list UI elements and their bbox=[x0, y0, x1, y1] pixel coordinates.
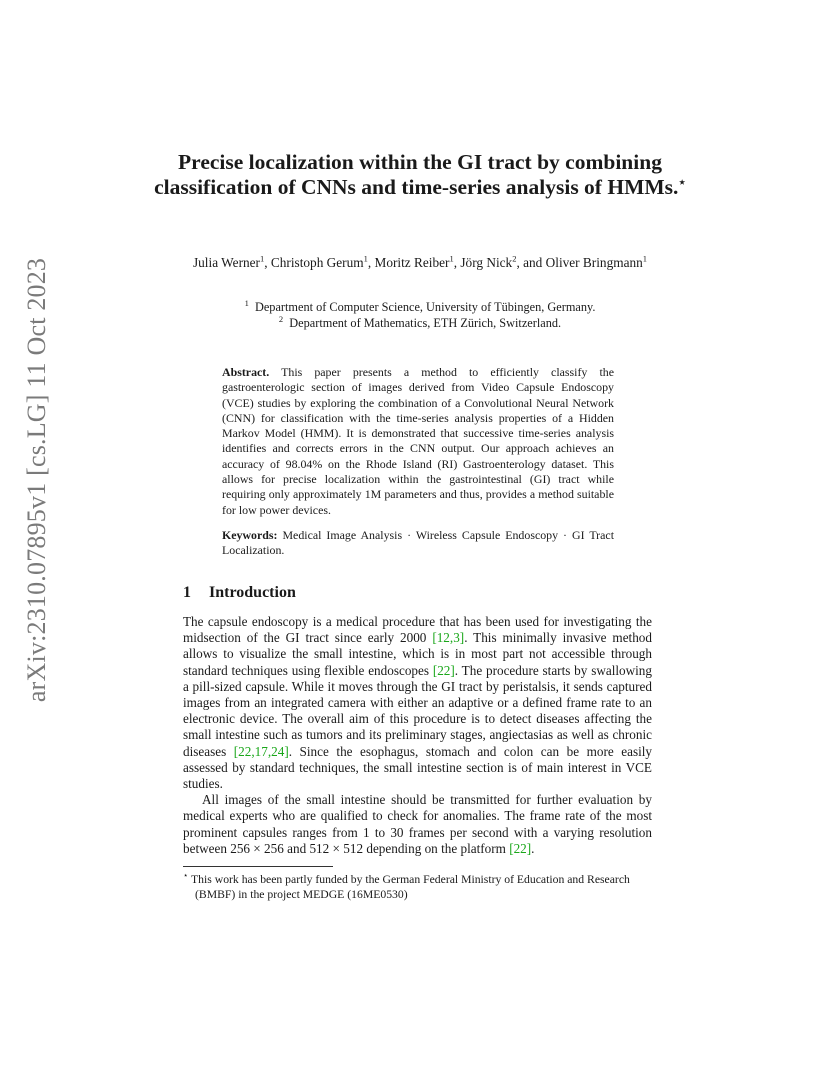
author-affiliation-mark: 1 bbox=[642, 253, 648, 264]
paper-title bbox=[150, 150, 690, 200]
paragraph: The capsule endoscopy is a medical procedure that has been used for investigating the midsection of the GI tract since early 2000 [12,3]. This minimally invasive method allows to visualize the small intestine, which is in most part not accessible through standard techniques using flexible endoscopes [22]. The procedure starts by swallowing a pill-sized capsule. While it moves through the GI tract by peristalsis, it sends captured images from an integrated camera with either an adaptive or a defined frame rate to an electronic device. The overall aim of this procedure is to detect diseases affecting the small intestine such as tumors and its preliminary stages, angiectasias as well as chronic diseases [22,17,24]. Since the esophagus, stomach and colon can be more easily assessed by standard techniques, the small intestine section is of main interest in VCE studies. bbox=[183, 614, 652, 792]
abstract-label: Abstract. bbox=[222, 365, 270, 379]
title-text: Precise localization within the GI tract by combining classification of CNNs and time-series analysis of HMMs. bbox=[154, 150, 679, 199]
affiliation bbox=[180, 297, 660, 316]
citation-link[interactable]: [12,3] bbox=[432, 630, 465, 646]
author-affiliation-mark: 1 bbox=[363, 253, 368, 264]
footnote-mark: ⋆ bbox=[183, 870, 189, 881]
author-name: Christoph Gerum bbox=[270, 255, 364, 270]
affiliations bbox=[180, 297, 660, 331]
body-text bbox=[183, 614, 652, 857]
affiliation-text: Department of Computer Science, University of Tübingen, Germany. bbox=[254, 300, 596, 314]
affiliation bbox=[180, 313, 660, 332]
citation-link[interactable]: [22,17,24] bbox=[233, 743, 289, 759]
author-list: Julia Werner$^1$, Christoph Gerum$^1$, Moritz Reiber$^1$, Jörg Nick$^2$, and Oliver Bringmann$^1$ bbox=[192, 253, 648, 270]
affiliation-number: 1 bbox=[244, 297, 249, 308]
citation-link[interactable]: [22] bbox=[432, 662, 455, 678]
affiliation-text: Department of Mathematics, ETH Zürich, Switzerland. bbox=[289, 315, 562, 330]
arxiv-identifier: arXiv:2310.07895v1 [cs.LG] 11 Oct 2023 bbox=[22, 257, 52, 703]
arxiv-stamp bbox=[22, 257, 52, 703]
section-heading bbox=[183, 584, 296, 602]
affiliation-number: 2 bbox=[278, 313, 284, 324]
footnote bbox=[183, 872, 664, 902]
author-name: Julia Werner bbox=[192, 255, 260, 270]
paragraph: All images of the small intestine should be transmitted for further evaluation by medical experts who are qualified to check for anomalies. The frame rate of the most prominent capsules ranges from 1 to 30 frames per second with a varying resolution between 256 × 256 and 512 × 512 depending on the platform [22]. bbox=[183, 792, 652, 856]
citation-link[interactable]: [22] bbox=[509, 840, 532, 856]
author-affiliation-mark: 1 bbox=[259, 253, 265, 264]
author-affiliation-mark: 1 bbox=[449, 253, 454, 264]
title-footnote-mark: ⋆ bbox=[678, 174, 686, 189]
footnote-divider bbox=[183, 866, 333, 867]
section-number: 1 bbox=[183, 584, 191, 601]
author-name: Moritz Reiber bbox=[374, 255, 450, 270]
abstract bbox=[222, 365, 614, 518]
section-title: Introduction bbox=[209, 584, 296, 601]
keywords bbox=[222, 528, 614, 559]
author-affiliation-mark: 2 bbox=[512, 253, 517, 264]
abstract-text: This paper presents a method to efficiently classify the gastroenterologic section of images derived from Video Capsule Endoscopy (VCE) studies by exploring the combination of a Convolutional Neural Network (CNN) for classification with the time-series analysis properties of a Hidden Markov Model (HMM). It is demonstrated that successive time-series analysis identifies and corrects errors in the CNN output. Our approach achieves an accuracy of 98.04% on the Rhode Island (RI) Gastroenterology dataset. This allows for precise localization within the gastrointestinal (GI) tract while requiring only approximately 1M parameters and thus, provides a method suitable for low power devices. bbox=[222, 365, 614, 517]
author-name: Oliver Bringmann bbox=[545, 255, 643, 270]
keywords-text: Medical Image Analysis · Wireless Capsule Endoscopy · GI Tract Localization. bbox=[222, 528, 614, 558]
footnote-text: This work has been partly funded by the German Federal Ministry of Education and Research (BMBF) in the project MEDGE (16ME0530) bbox=[191, 873, 630, 901]
keywords-label: Keywords: bbox=[222, 528, 278, 542]
author-name: Jörg Nick bbox=[460, 255, 513, 270]
